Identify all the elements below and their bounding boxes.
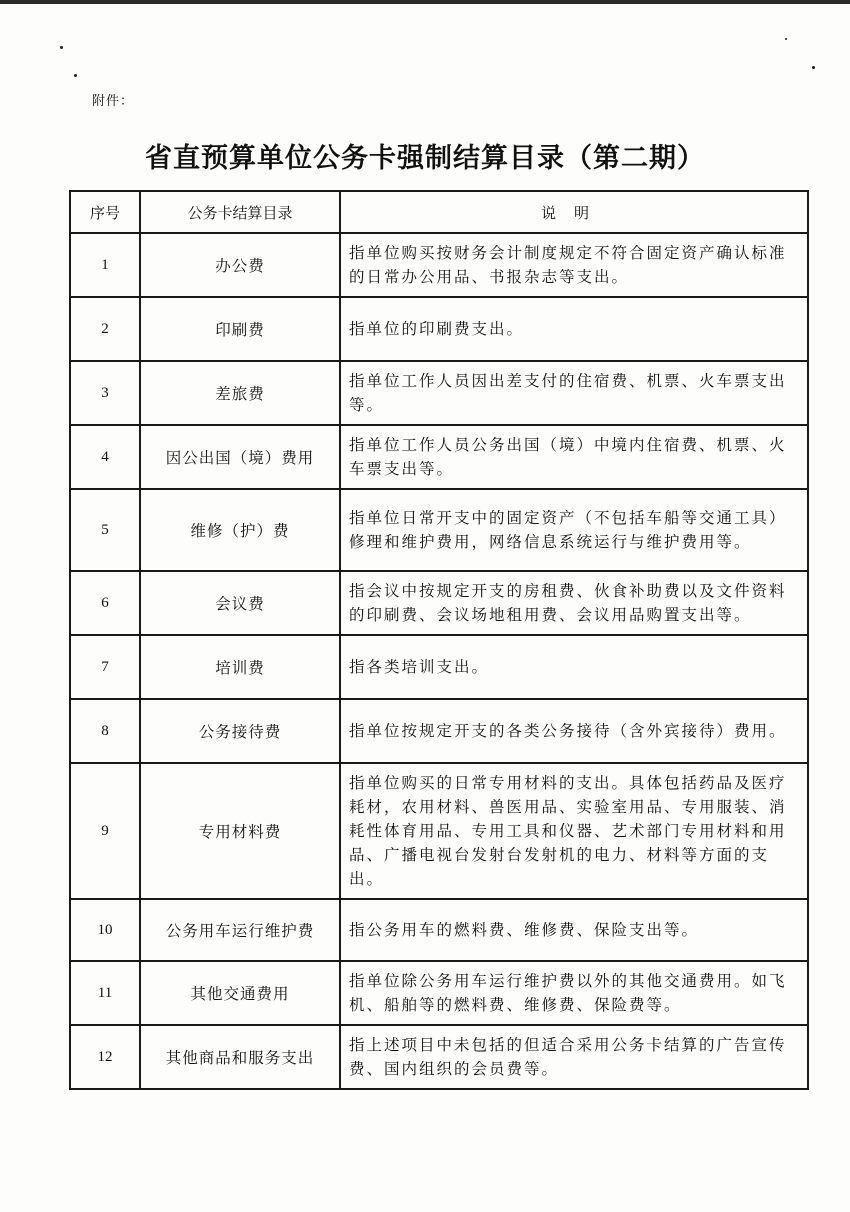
table-row (70, 961, 808, 1025)
row-description: 指单位工作人员公务出国（境）中境内住宿费、机票、火车票支出等。 (340, 425, 808, 489)
scan-speck (785, 38, 787, 40)
row-catalog-item: 培训费 (140, 635, 340, 699)
row-catalog-item: 专用材料费 (140, 763, 340, 899)
table-row (70, 1025, 808, 1089)
scan-speck (812, 66, 815, 69)
table-row (70, 489, 808, 571)
header-serial-number: 序号 (70, 191, 140, 233)
row-catalog-item: 办公费 (140, 233, 340, 297)
table-row (70, 297, 808, 361)
row-serial-number: 3 (70, 361, 140, 425)
table-row (70, 763, 808, 899)
row-description: 指上述项目中未包括的但适合采用公务卡结算的广告宣传费、国内组织的会员费等。 (340, 1025, 808, 1089)
row-catalog-item: 其他交通费用 (140, 961, 340, 1025)
header-catalog-item: 公务卡结算目录 (140, 191, 340, 233)
row-catalog-item: 会议费 (140, 571, 340, 635)
row-catalog-item: 差旅费 (140, 361, 340, 425)
row-catalog-item: 因公出国（境）费用 (140, 425, 340, 489)
table-row (70, 635, 808, 699)
row-description: 指单位按规定开支的各类公务接待（含外宾接待）费用。 (340, 699, 808, 763)
row-description: 指单位购买的日常专用材料的支出。具体包括药品及医疗耗材，农用材料、兽医用品、实验室用品、专用服装、消耗性体育用品、专用工具和仪器、艺术部门专用材料和用品、广播电视台发射台发射机的电力、材料等方面的支出。 (340, 763, 808, 899)
row-description: 指各类培训支出。 (340, 635, 808, 699)
row-serial-number: 7 (70, 635, 140, 699)
row-serial-number: 9 (70, 763, 140, 899)
row-serial-number: 4 (70, 425, 140, 489)
row-description: 指单位除公务用车运行维护费以外的其他交通费用。如飞机、船舶等的燃料费、维修费、保险费等。 (340, 961, 808, 1025)
table-row (70, 425, 808, 489)
table-row (70, 899, 808, 961)
row-description: 指单位工作人员因出差支付的住宿费、机票、火车票支出等。 (340, 361, 808, 425)
row-serial-number: 12 (70, 1025, 140, 1089)
header-description: 说明 (340, 191, 808, 233)
row-description: 指单位日常开支中的固定资产（不包括车船等交通工具）修理和维护费用，网络信息系统运行与维护费用等。 (340, 489, 808, 571)
scan-speck (74, 74, 77, 77)
table-header-row (70, 191, 808, 233)
table-row (70, 571, 808, 635)
row-serial-number: 8 (70, 699, 140, 763)
table-row (70, 233, 808, 297)
row-description: 指会议中按规定开支的房租费、伙食补助费以及文件资料的印刷费、会议场地租用费、会议用品购置支出等。 (340, 571, 808, 635)
scan-top-edge (0, 0, 850, 4)
attachment-label: 附件： (92, 94, 135, 109)
row-serial-number: 2 (70, 297, 140, 361)
row-serial-number: 11 (70, 961, 140, 1025)
table-body (70, 233, 808, 1089)
table-row (70, 699, 808, 763)
row-catalog-item: 公务用车运行维护费 (140, 899, 340, 961)
scan-speck (60, 46, 63, 49)
row-description: 指单位购买按财务会计制度规定不符合固定资产确认标准的日常办公用品、书报杂志等支出。 (340, 233, 808, 297)
row-description: 指单位的印刷费支出。 (340, 297, 808, 361)
row-catalog-item: 其他商品和服务支出 (140, 1025, 340, 1089)
row-serial-number: 10 (70, 899, 140, 961)
row-serial-number: 5 (70, 489, 140, 571)
table-row (70, 361, 808, 425)
row-catalog-item: 维修（护）费 (140, 489, 340, 571)
row-serial-number: 1 (70, 233, 140, 297)
row-description: 指公务用车的燃料费、维修费、保险支出等。 (340, 899, 808, 961)
settlement-catalog-table (69, 190, 809, 1090)
document-title: 省直预算单位公务卡强制结算目录（第二期） (145, 143, 705, 174)
row-catalog-item: 印刷费 (140, 297, 340, 361)
row-catalog-item: 公务接待费 (140, 699, 340, 763)
row-serial-number: 6 (70, 571, 140, 635)
